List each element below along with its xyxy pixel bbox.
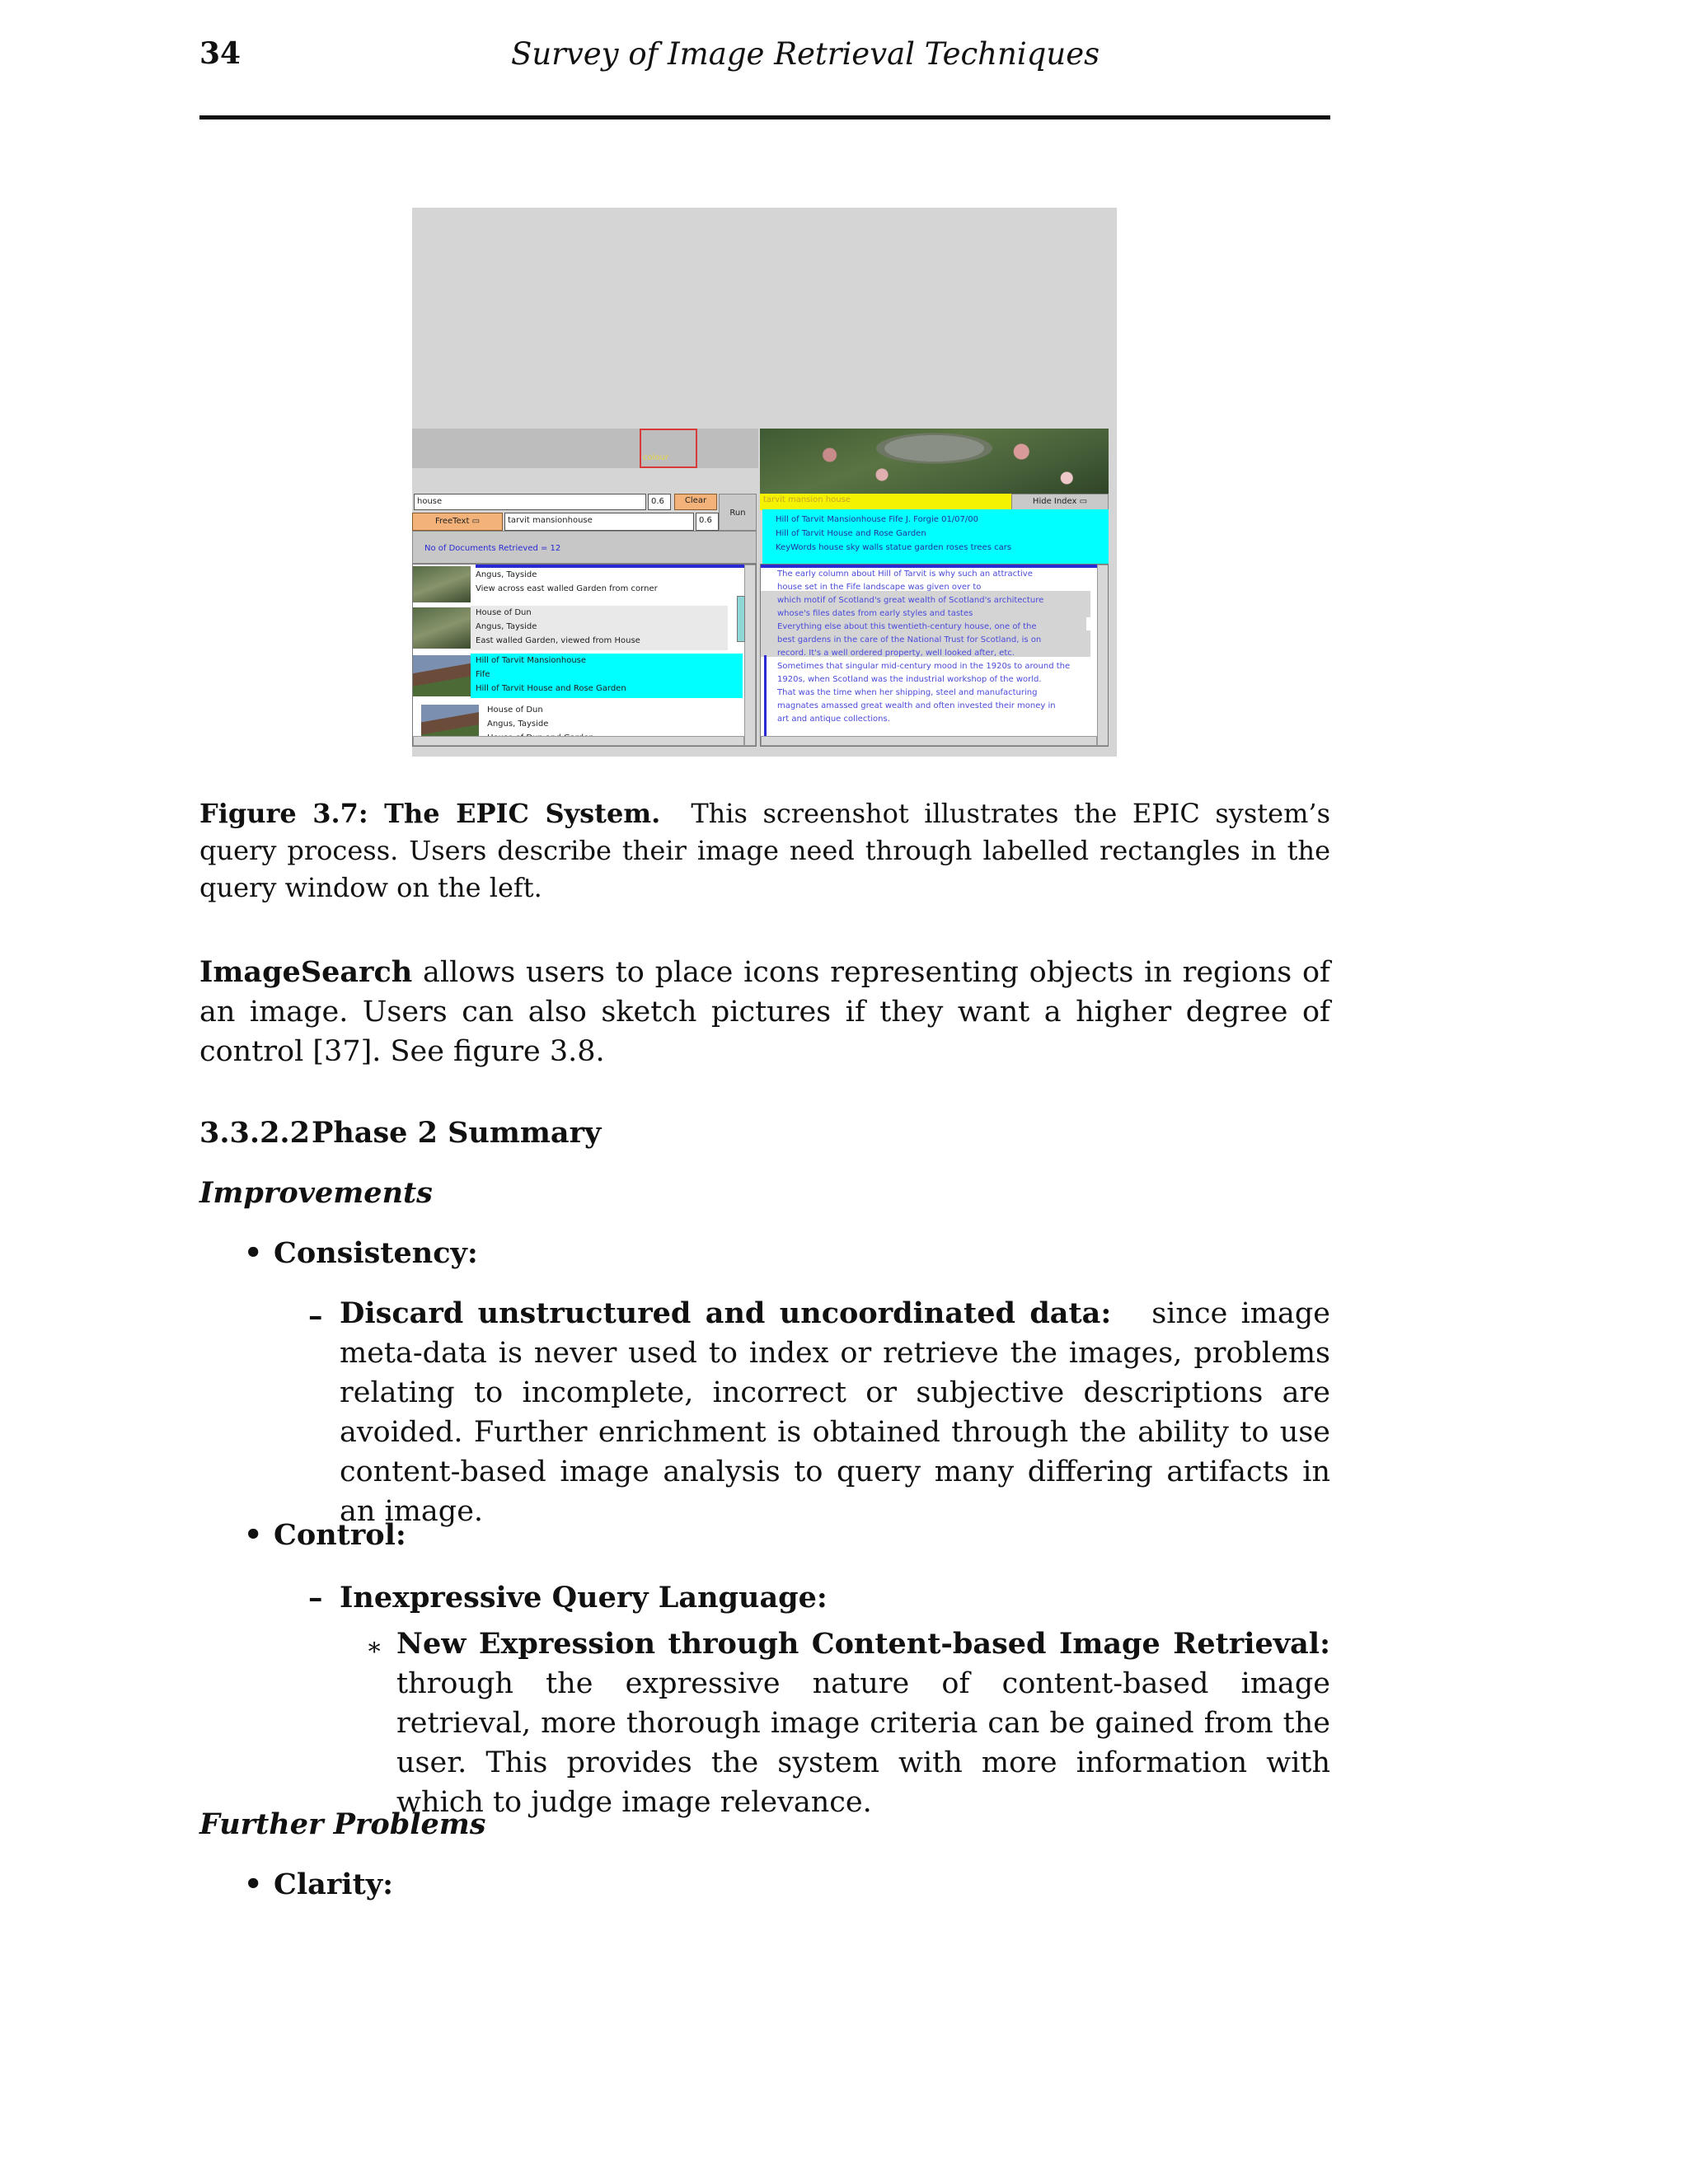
query-rectangle-label: colour [643, 453, 668, 462]
selection-bar [761, 565, 1099, 568]
dash-marker: – [308, 1581, 323, 1615]
discard-label: Discard unstructured and uncoordinated data: [340, 1296, 1112, 1330]
dash-marker: – [308, 1299, 323, 1333]
description-line: record. It's a well ordered property, well looked after, etc. [777, 649, 1015, 658]
bullet-marker: • [244, 1518, 263, 1552]
results-scrollbar[interactable] [744, 565, 756, 746]
result-line: House of Dun [487, 705, 543, 715]
section-title: Phase 2 Summary [312, 1116, 602, 1150]
result-line: Hill of Tarvit House and Rose Garden [476, 684, 626, 693]
consistency-label: Consistency: [274, 1236, 478, 1270]
result-thumbnail[interactable] [413, 566, 471, 602]
epic-screenshot-figure [412, 208, 1117, 757]
description-line: art and antique collections. [777, 715, 890, 724]
description-line: which motif of Scotland's great wealth of Scotland's architecture [777, 596, 1044, 605]
improvements-heading: Improvements [199, 1176, 433, 1210]
description-line: 1920s, when Scotland was the industrial workshop of the world. [777, 675, 1042, 684]
running-title: Survey of Image Retrieval Techniques [511, 36, 1100, 72]
bullet-clarity [244, 1868, 393, 1901]
freetext-mode-button[interactable] [412, 513, 503, 531]
result-item[interactable] [476, 568, 658, 596]
dropdown-icon: ▭ [1079, 497, 1088, 506]
query-canvas[interactable] [412, 429, 758, 468]
description-line: The early column about Hill of Tarvit is why such an attractive [777, 569, 1033, 579]
section-number: 3.3.2.2 [199, 1116, 310, 1150]
freetext-label: FreeText [434, 517, 470, 526]
discard-text: since image meta-data is never used to index or retrieve the images, problems relating to incomplete, incorrect or subjective descriptions are avoided. Further enrichment is obtained through the ability to use content-based image analysis to query many differing artifacts in an image. [340, 1297, 1330, 1528]
hide-index-button[interactable] [1011, 494, 1109, 510]
page-number: 34 [199, 36, 241, 71]
result-line: Angus, Tayside [476, 570, 537, 579]
caption-text: This screenshot illustrates the EPIC system’s query process. Users describe their image need through labelled rectangles in the query window on the left. [199, 798, 1331, 903]
image-info-panel [762, 509, 1109, 564]
control-label: Control: [274, 1518, 406, 1552]
bullet-control [244, 1518, 406, 1552]
description-line: whose's files dates from early styles and tastes [777, 609, 973, 618]
text-query-input[interactable]: tarvit mansionhouse [504, 513, 694, 531]
search-input[interactable]: house [414, 494, 646, 510]
result-thumbnail[interactable] [413, 655, 471, 696]
description-line: magnates amassed great wealth and often invested their money in [777, 701, 1056, 710]
result-line: Fife [476, 670, 490, 679]
header-rule [199, 115, 1330, 120]
bullet-marker: • [244, 1868, 263, 1901]
result-line: House of Dun [476, 608, 532, 617]
inexpressive-label: Inexpressive Query Language: [340, 1581, 828, 1615]
info-line: Hill of Tarvit House and Rose Garden [776, 529, 926, 538]
document-count-bar [412, 531, 757, 564]
text-cursor-bar [764, 655, 767, 746]
clear-button[interactable]: Clear [674, 494, 717, 510]
scroll-thumb[interactable] [737, 596, 745, 642]
run-button[interactable]: Run [719, 494, 757, 531]
caption-label: Figure 3.7: The EPIC System. [199, 798, 661, 829]
description-line: That was the time when her shipping, steel and manufacturing [777, 688, 1038, 697]
result-item[interactable] [476, 654, 626, 696]
newexpr-text: through the expressive nature of content-based image retrieval, more thorough image criteria can be gained from the user. This provides the system with more information with which to judge image relevance. [396, 1667, 1330, 1819]
section-heading [199, 1116, 601, 1150]
query-rectangle[interactable] [640, 429, 697, 468]
result-line: Angus, Tayside [487, 719, 549, 729]
info-line: KeyWords house sky walls statue garden roses trees cars [776, 543, 1012, 552]
figure-caption [199, 795, 1330, 907]
result-item[interactable] [476, 606, 640, 648]
hide-index-label: Hide Index [1032, 497, 1077, 506]
bullet-consistency [244, 1236, 478, 1270]
result-line: View across east walled Garden from corner [476, 584, 658, 593]
description-pane [760, 564, 1109, 747]
results-hscrollbar[interactable] [413, 736, 744, 746]
paragraph-term: ImageSearch [199, 955, 413, 989]
star-marker: ∗ [366, 1633, 383, 1661]
clarity-label: Clarity: [274, 1868, 393, 1901]
newexpr-item [396, 1624, 1330, 1822]
document-count: No of Documents Retrieved = 12 [424, 544, 561, 553]
selected-title-bar: tarvit mansion house [760, 494, 1011, 510]
result-line: East walled Garden, viewed from House [476, 636, 640, 645]
description-line: Everything else about this twentieth-century house, one of the [777, 622, 1037, 631]
newexpr-label: New Expression through Content-based Image Retrieval: [396, 1627, 1330, 1661]
result-line: Angus, Tayside [476, 622, 537, 631]
description-line: house set in the Fife landscape was given over to [777, 583, 982, 592]
weight-input-1[interactable]: 0.6 [648, 494, 671, 510]
bullet-marker: • [244, 1236, 263, 1270]
result-line: Hill of Tarvit Mansionhouse [476, 656, 587, 665]
results-list[interactable] [412, 564, 757, 747]
weight-input-2[interactable]: 0.6 [696, 513, 719, 531]
dropdown-icon: ▭ [471, 517, 481, 526]
discard-item [340, 1294, 1330, 1531]
description-scrollbar[interactable] [1097, 565, 1109, 746]
further-problems-heading: Further Problems [199, 1807, 486, 1841]
body-paragraph [199, 953, 1330, 1071]
result-thumbnail[interactable] [413, 607, 471, 649]
info-line: Hill of Tarvit Mansionhouse Fife J. Forgie 01/07/00 [776, 515, 978, 524]
paragraph-text: allows users to place icons representing objects in regions of an image. Users can also sketch pictures if they want a higher degree of control [37]. See figure 3.8. [199, 956, 1330, 1068]
description-line: best gardens in the care of the National Trust for Scotland, is on [777, 635, 1042, 644]
selected-image-preview [760, 429, 1109, 494]
description-hscrollbar[interactable] [761, 736, 1097, 746]
description-line: Sometimes that singular mid-century mood in the 1920s to around the [777, 662, 1071, 671]
